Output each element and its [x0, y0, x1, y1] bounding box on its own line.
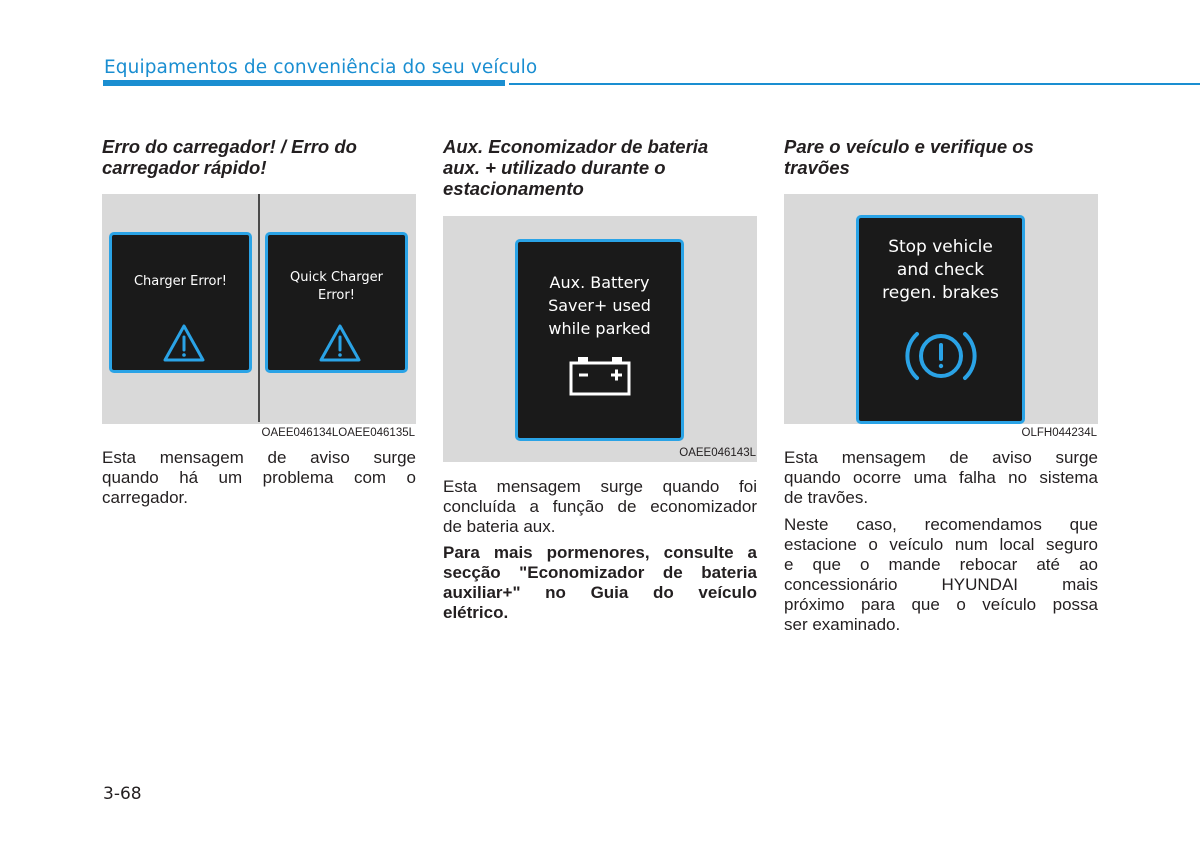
column-heading: Pare o veículo e verifique os travões — [784, 136, 1034, 178]
dashboard-figure — [102, 194, 416, 439]
dashboard-screen-stop-vehicle — [856, 215, 1025, 424]
page-number: 3-68 — [103, 784, 142, 804]
body-paragraph: Esta mensagem surge quando foi concluída a função de economizador de bateria aux. — [443, 477, 757, 536]
warning-triangle-icon — [318, 323, 362, 363]
body-paragraph: Neste caso, recomendamos que estacione o veículo num local seguro e que o mande rebocar até ao concessionário HYUNDAI mais próximo para que o veículo possa ser examinado. — [784, 515, 1098, 634]
screen-message: Quick Charger Error! — [290, 270, 383, 303]
dashboard-screen-charger-error — [109, 232, 252, 373]
figure-divider — [258, 194, 260, 422]
dashboard-figure — [443, 216, 757, 462]
screen-message: Aux. Battery Saver+ used while parked — [548, 273, 651, 338]
body-paragraph: Esta mensagem de aviso surge quando ocorre uma falha no sistema de travões. — [784, 448, 1098, 507]
section-title: Equipamentos de conveniência do seu veículo — [104, 57, 538, 78]
brake-warning-icon — [903, 326, 979, 386]
battery-icon — [569, 355, 631, 397]
dashboard-figure — [784, 194, 1098, 439]
header-rule-thin — [509, 83, 1200, 85]
screen-message: Charger Error! — [133, 274, 228, 289]
warning-triangle-icon — [162, 323, 206, 363]
bold-note: Para mais pormenores, consulte a secção "Economizador de bateria auxiliar+" no Guia do veículo elétrico. — [443, 543, 757, 622]
figure-code: OAEE046134LOAEE046135L — [261, 427, 415, 439]
figure-code: OAEE046143L — [679, 447, 756, 459]
column-aux-battery-saver — [443, 136, 757, 622]
column-heading: Aux. Economizador de bateria aux. + utilizado durante o estacionamento — [443, 136, 709, 199]
screen-message: Stop vehicle and check regen. brakes — [882, 237, 999, 303]
dashboard-screen-quick-charger-error — [265, 232, 408, 373]
column-charger-error — [102, 136, 416, 507]
body-paragraph: Esta mensagem de aviso surge quando há um problema com o carregador. — [102, 448, 416, 507]
dashboard-screen-aux-battery — [515, 239, 684, 441]
column-heading: Erro do carregador! / Erro do carregador rápido! — [102, 136, 357, 178]
header-rule-thick — [103, 80, 505, 86]
column-stop-vehicle — [784, 136, 1098, 634]
figure-code: OLFH044234L — [1021, 427, 1097, 439]
